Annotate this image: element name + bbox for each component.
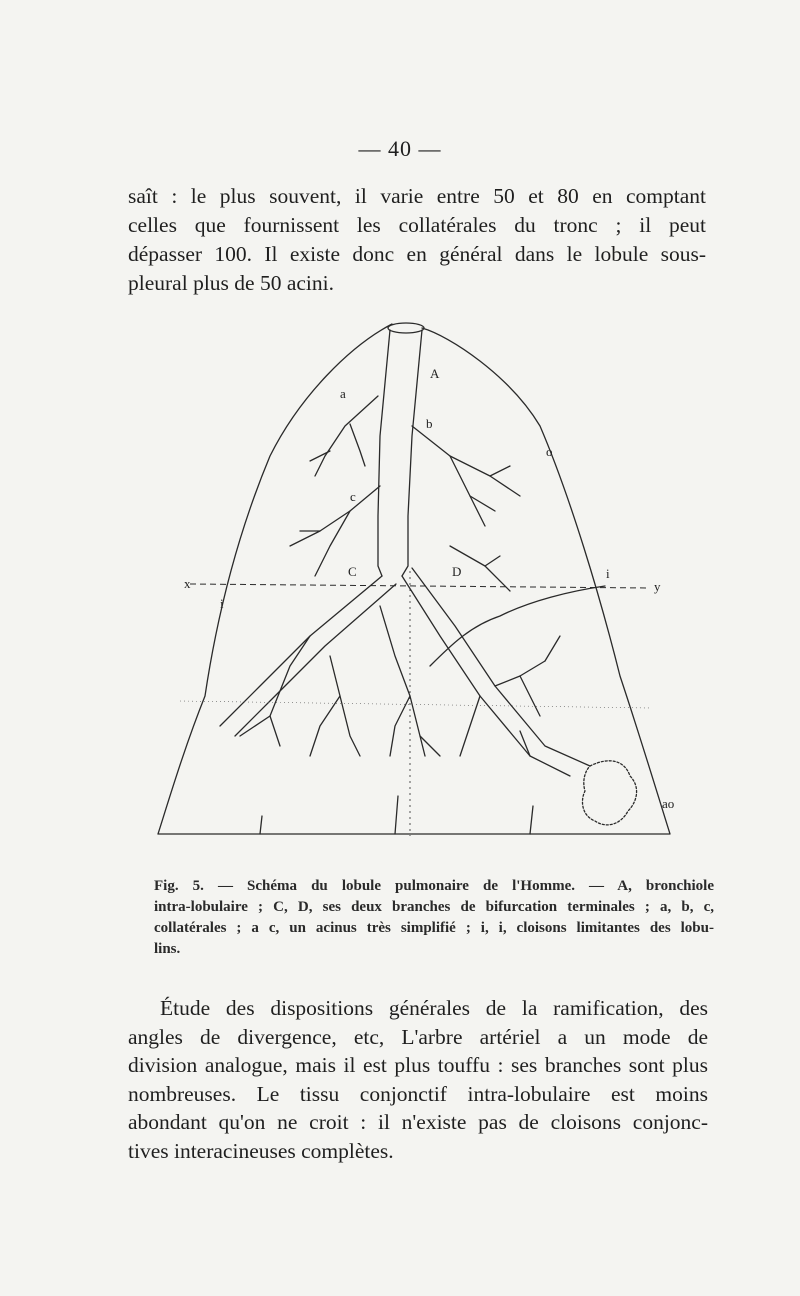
branch-C [220, 576, 382, 726]
collateral-a [315, 396, 378, 476]
label-c: c [350, 489, 356, 504]
figure-caption [154, 876, 714, 960]
lobule-outline [158, 324, 670, 834]
text-line: nombreuses. Le tissu conjonctif intra-lobulaire est moins [128, 1081, 708, 1106]
text-line: tives interacineuses complètes. [128, 1138, 394, 1163]
page-number: — 40 — [358, 136, 442, 161]
text-line: abondant qu'on ne croit : il n'existe pas de cloisons conjonc- [128, 1110, 708, 1134]
text-line: angles de divergence, etc, L'arbre artériel a un mode de [128, 1024, 708, 1049]
label-x: x [184, 576, 191, 591]
text-line: pleural plus de 50 acini. [128, 271, 334, 295]
label-A: A [430, 366, 440, 381]
label-i-right: i [606, 566, 610, 581]
collateral-b [412, 426, 520, 496]
text-line: dépasser 100. Il existe donc en général dans le lobule sous- [128, 242, 706, 266]
xy-axis-line [190, 584, 650, 588]
acinus-blob [582, 761, 636, 825]
label-b: b [426, 416, 433, 431]
text-line: saît : le plus souvent, il varie entre 50 et 80 en comptant [128, 184, 706, 208]
caption-line: Fig. 5. — Schéma du lobule pulmonaire de l'Homme. — A, bronchiole [154, 878, 714, 894]
label-i-left: i [220, 596, 224, 611]
label-ao: ao [662, 796, 675, 811]
label-o: o [546, 444, 553, 459]
text-line: Étude des dispositions générales de la ramification, des [160, 996, 708, 1020]
septum-line [430, 586, 605, 666]
label-y: y [654, 579, 661, 594]
label-D: D [452, 564, 462, 579]
caption-line: lins. [154, 941, 181, 957]
label-a: a [340, 386, 346, 401]
label-C: C [348, 564, 357, 579]
text-line: division analogue, mais il est plus touffu : ses branches sont plus [128, 1053, 708, 1077]
bottom-paragraph [128, 994, 708, 1165]
lobule-figure [150, 316, 680, 856]
lobule-diagram [150, 316, 680, 856]
text-line: celles que fournissent les collatérales du tronc ; il peut [128, 213, 706, 237]
top-paragraph [128, 182, 706, 298]
caption-line: collatérales ; a c, un acinus très simplifié ; i, i, cloisons limitantes des lobu- [154, 920, 714, 936]
bronchiole-trunk [378, 330, 390, 576]
caption-line: intra-lobulaire ; C, D, ses deux branches de bifurcation terminales ; a, b, c, [154, 899, 714, 915]
